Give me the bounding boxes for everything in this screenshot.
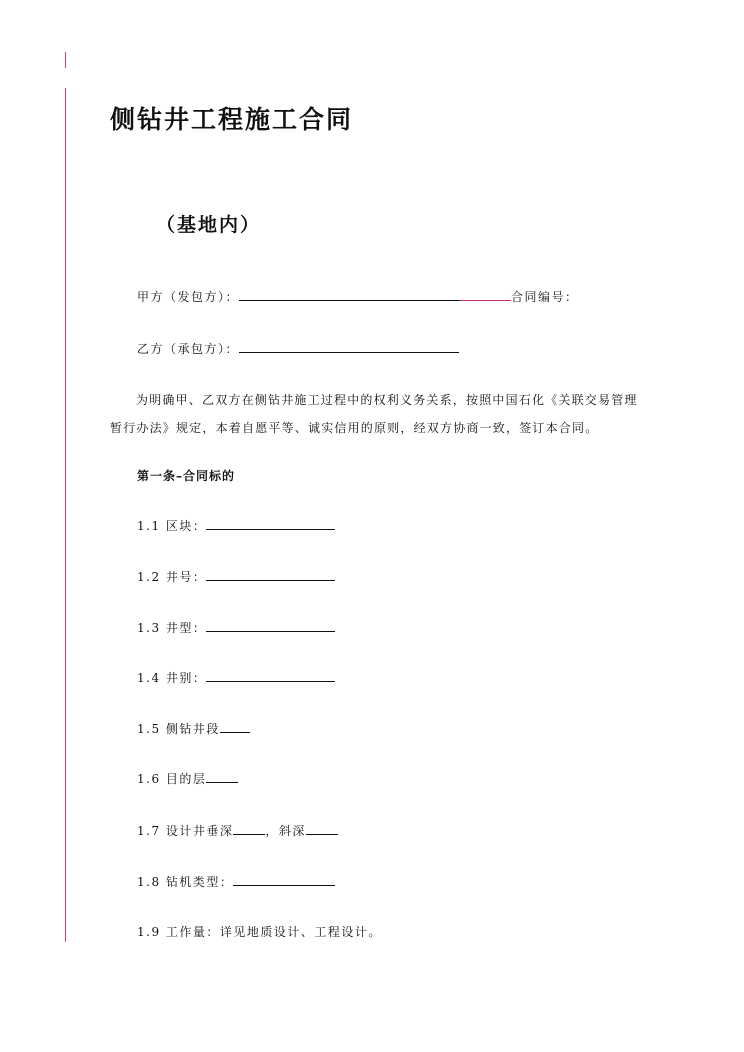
item-1-7 <box>137 822 338 839</box>
item-1-2 <box>137 568 335 585</box>
party-a-field[interactable] <box>239 288 459 301</box>
item-1-6-field[interactable] <box>206 770 238 783</box>
item-1-1-label: 1.1 区块： <box>137 519 207 533</box>
item-1-5-label: 1.5 侧钻井段 <box>137 722 220 736</box>
item-1-8-field[interactable] <box>233 873 335 886</box>
party-b-row <box>137 340 459 357</box>
item-1-1-field[interactable] <box>206 517 335 530</box>
item-1-3 <box>137 619 335 636</box>
party-a-label: 甲方（发包方）： <box>137 290 240 304</box>
item-1-5 <box>137 720 250 737</box>
item-1-8 <box>137 873 335 890</box>
item-1-9: 1.9 工作量：详见地质设计、工程设计。 <box>137 925 382 939</box>
intro-paragraph: 为明确甲、乙双方在侧钻井施工过程中的权利义务关系，按照中国石化《关联交易管理暂行办法》规定，本着自愿平等、诚实信用的原则，经双方协商一致，签订本合同。 <box>110 393 638 435</box>
vertical-depth-field[interactable] <box>233 822 265 835</box>
contract-no-label: 合同编号： <box>511 290 579 304</box>
item-1-4 <box>137 669 335 686</box>
party-a-row <box>137 288 579 305</box>
party-b-label: 乙方（承包方）： <box>137 342 240 356</box>
slant-depth-field[interactable] <box>306 822 338 835</box>
party-b-field[interactable] <box>239 340 459 353</box>
item-1-5-field[interactable] <box>220 720 250 733</box>
item-1-2-field[interactable] <box>206 568 335 581</box>
article-1-heading: 第一条–合同标的 <box>137 469 236 483</box>
item-1-1 <box>137 517 335 534</box>
item-1-4-field[interactable] <box>206 669 335 682</box>
document-subtitle: （基地内） <box>156 214 262 236</box>
item-1-7-slant-label: ，斜深 <box>265 824 306 838</box>
item-1-7-label: 1.7 设计井垂深 <box>137 824 234 838</box>
item-1-4-label: 1.4 井别： <box>137 671 207 685</box>
item-1-3-field[interactable] <box>206 619 335 632</box>
item-1-8-label: 1.8 钻机类型： <box>137 875 234 889</box>
item-1-3-label: 1.3 井型： <box>137 621 207 635</box>
contract-no-field[interactable] <box>459 288 511 301</box>
item-1-2-label: 1.2 井号： <box>137 570 207 584</box>
item-1-6 <box>137 770 238 787</box>
item-1-6-label: 1.6 目的层 <box>137 772 207 786</box>
margin-line <box>65 88 66 942</box>
document-title: 侧钻井工程施工合同 <box>110 105 354 134</box>
margin-mark-top <box>65 52 66 68</box>
